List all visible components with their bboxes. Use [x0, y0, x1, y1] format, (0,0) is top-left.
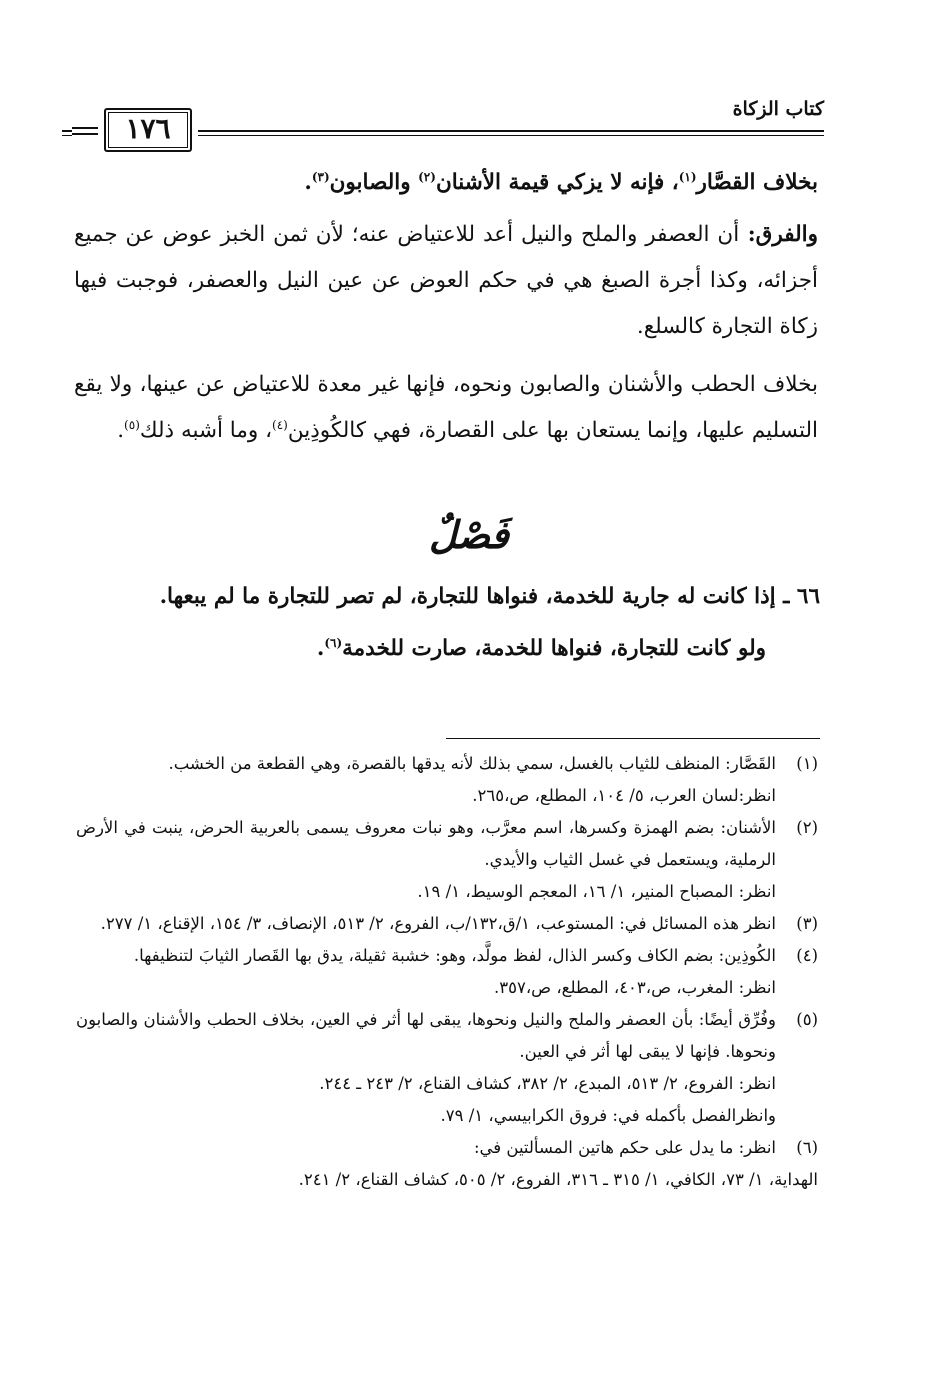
running-header [62, 92, 824, 154]
section-heading: فَصْلٌ [429, 512, 509, 557]
footnote-line: وانظرالفصل بأكمله في: فروق الكرابيسي، ١/ ٧٩. [440, 1106, 776, 1125]
footnote-number: (١) [796, 754, 818, 773]
footnote-line: انظر: المصباح المنير، ١/ ١٦، المعجم الوسيط، ١/ ١٩. [417, 882, 776, 901]
rule-66-text: ٦٦ ـ إذا كانت له جارية للخدمة، فنواها للتجارة، لم تصر للتجارة ما لم يبعها. [159, 584, 820, 609]
footnote-line: الهداية، ١/ ٧٣، الكافي، ١/ ٣١٥ ـ ٣١٦، الفروع، ٢/ ٥٠٥، كشاف القناع، ٢/ ٢٤١. [298, 1170, 818, 1189]
footnote-number: (٣) [796, 914, 818, 933]
frame-dash [72, 133, 98, 135]
footnote-number: (٦) [796, 1138, 818, 1157]
footnote-line: انظر هذه المسائل في: المستوعب، ١/ق،١٣٢/ب، الفروع، ٢/ ٥١٣، الإنصاف، ٣/ ١٥٤، الإقناع، ١/ ٢٧٧. [100, 914, 776, 933]
footnote-line: انظر: المغرب، ص،٤٠٣، المطلع، ص،٣٥٧. [493, 978, 776, 997]
footnote-2 [76, 812, 818, 908]
paragraph-contrast [74, 362, 818, 454]
book-title: كتاب الزكاة [732, 98, 824, 120]
footnote-line: انظر: ما يدل على حكم هاتين المسألتين في: [473, 1138, 776, 1157]
footnote-number: (٤) [796, 946, 818, 965]
footnote-4 [76, 940, 818, 1004]
footnote-line: انظر: الفروع، ٢/ ٥١٣، المبدع، ٢/ ٣٨٢، كشاف القناع، ٢/ ٢٤٣ ـ ٢٤٤. [319, 1074, 776, 1093]
footnote-3 [76, 908, 818, 940]
footnote-number: (٢) [796, 818, 818, 837]
footnote-ref-2: (٢) [418, 169, 436, 184]
main-text [74, 160, 818, 454]
footnote-separator [446, 738, 820, 739]
footnote-5 [76, 1004, 818, 1132]
paragraph-text: بخلاف الحطب والأشنان والصابون ونحوه، فإنها غير معدة للاعتياض عن عينها، ولا يقع التسليم عليها، وإنما يستعان بها على القصارة، فهي كالكُوذِين [74, 372, 818, 443]
footnote-ref-3: (٣) [311, 169, 330, 184]
footnote-ref-1: (١) [678, 169, 697, 184]
footnote-line: الأشنان: بضم الهمزة وكسرها، اسم معرَّب، وهو نبات معروف يسمى بالعربية الحرض، ينبت في الأرض الرملية، ويستعمل في غسل الثياب والأيدي. [76, 818, 776, 869]
footnote-1 [76, 748, 818, 812]
footnote-6 [76, 1132, 818, 1196]
page-number-frame [72, 108, 198, 152]
paragraph-text: أن العصفر والملح والنيل أعد للاعتياض عنه؛ لأن ثمن الخبز عوض عن جميع أجزائه، وكذا أجرة الصبغ هي في حكم العوض عن عين النيل والعصفر، فوجبت فيها زكاة التجارة كالسلع. [74, 222, 818, 339]
footnote-line: القَصَّار: المنظف للثياب بالغسل، سمي بذلك لأنه يدقها بالقصرة، وهي القطعة من الخشب. [168, 754, 776, 773]
rule-66 [74, 574, 820, 672]
footnote-line: الكُوذِين: بضم الكاف وكسر الذال، لفظ مولَّد، وهو: خشبة ثقيلة، يدق بها القَصار الثيابَ لتنظيفها. [133, 946, 776, 965]
text-run: . [117, 418, 125, 443]
text-run: ، فإنه لا يزكي قيمة الأشنان [435, 170, 679, 195]
text-run: والصابون [329, 170, 419, 195]
page-number: ١٧٦ [125, 112, 171, 145]
footnotes [76, 748, 818, 1196]
footnote-ref-5: (٥) [124, 417, 140, 432]
footnote-line: انظر:لسان العرب، ٥/ ١٠٤، المطلع، ص،٢٦٥. [472, 786, 776, 805]
frame-dash [72, 127, 98, 129]
text-run: بخلاف القصَّار [696, 170, 818, 195]
paragraph-lead: والفرق: [739, 222, 819, 247]
rule-66-continuation [74, 626, 820, 672]
footnote-line: وفُرِّق أيضًا: بأن العصفر والملح والنيل ونحوها، يبقى لها أثر في العين، بخلاف الحطب والأشنان والصابون ونحوها. فإنها لا يبقى لها أثر في العين. [76, 1010, 776, 1061]
text-run: ، وما أشبه ذلك [139, 418, 273, 443]
text-run: . [316, 636, 325, 661]
footnote-ref-6: (٦) [324, 635, 343, 650]
text-run: . [304, 170, 312, 195]
footnote-number: (٥) [796, 1010, 818, 1029]
text-run: ولو كانت للتجارة، فنواها للخدمة، صارت للخدمة [342, 636, 766, 661]
line-bold-intro [74, 160, 818, 206]
footnote-ref-4: (٤) [272, 417, 288, 432]
paragraph-difference [74, 212, 818, 350]
